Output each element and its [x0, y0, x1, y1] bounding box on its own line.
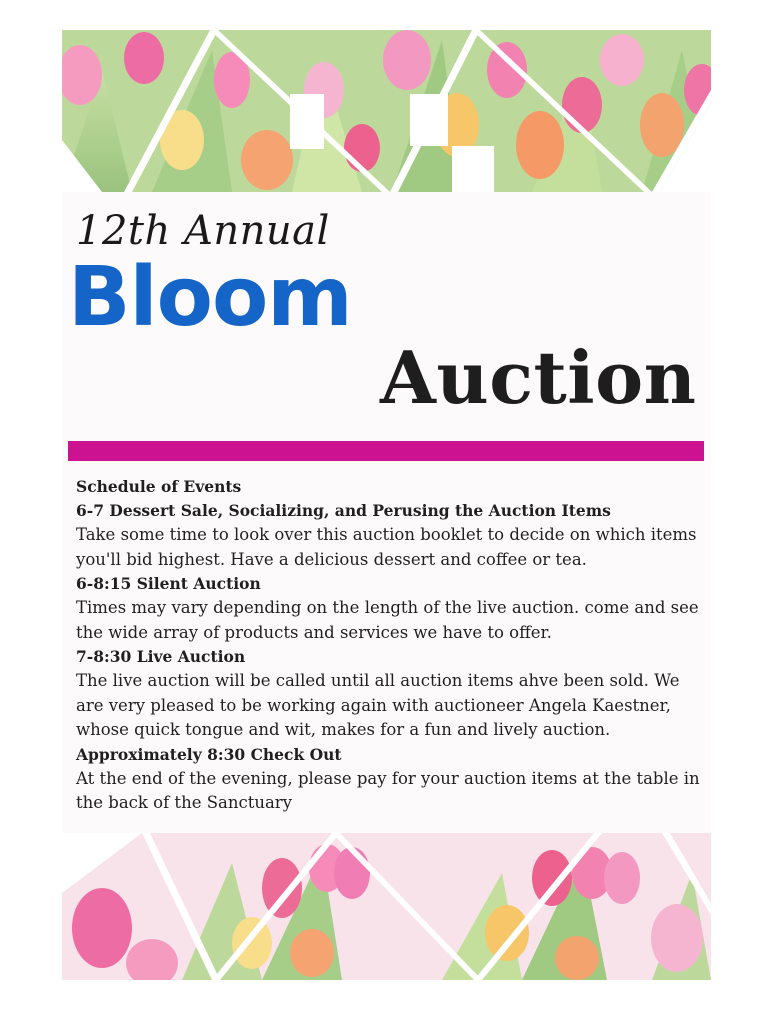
magenta-divider	[68, 441, 704, 461]
schedule-item-heading: 7-8:30 Live Auction	[76, 647, 246, 666]
flyer-page	[62, 30, 711, 980]
bottom-tulip-banner	[62, 833, 711, 980]
schedule-item-body: The live auction will be called until all auction items ahve been sold. We are very pleased to be working again with auctioneer Angela Kaestner, whose quick tongue and wit, makes for a fun and lively auction.	[76, 671, 680, 739]
schedule-item-body: At the end of the evening, please pay for your auction items at the table in the back of the Sanctuary	[76, 768, 700, 812]
schedule-item-body: Times may vary depending on the length of the live auction. come and see the wide array of products and services we have to offer.	[76, 598, 699, 642]
tulip-pattern-bottom	[62, 833, 711, 980]
schedule-item-body: Take some time to look over this auction booklet to decide on which items you'll bid highest. Have a delicious dessert and coffee or tea.	[76, 525, 697, 569]
schedule-item-heading: 6-8:15 Silent Auction	[76, 574, 261, 593]
top-tulip-banner	[62, 30, 711, 192]
schedule-title: Schedule of Events	[76, 477, 242, 496]
schedule-section	[76, 475, 706, 816]
annual-subtitle: 12th Annual	[76, 208, 330, 254]
auction-title: Auction	[380, 335, 697, 420]
event-name-text: Bloom	[68, 250, 352, 345]
schedule-item-heading: Approximately 8:30 Check Out	[76, 744, 342, 764]
schedule-item-heading: 6-7 Dessert Sale, Socializing, and Perusing the Auction Items	[76, 501, 611, 520]
tulip-pattern-top	[62, 30, 711, 192]
